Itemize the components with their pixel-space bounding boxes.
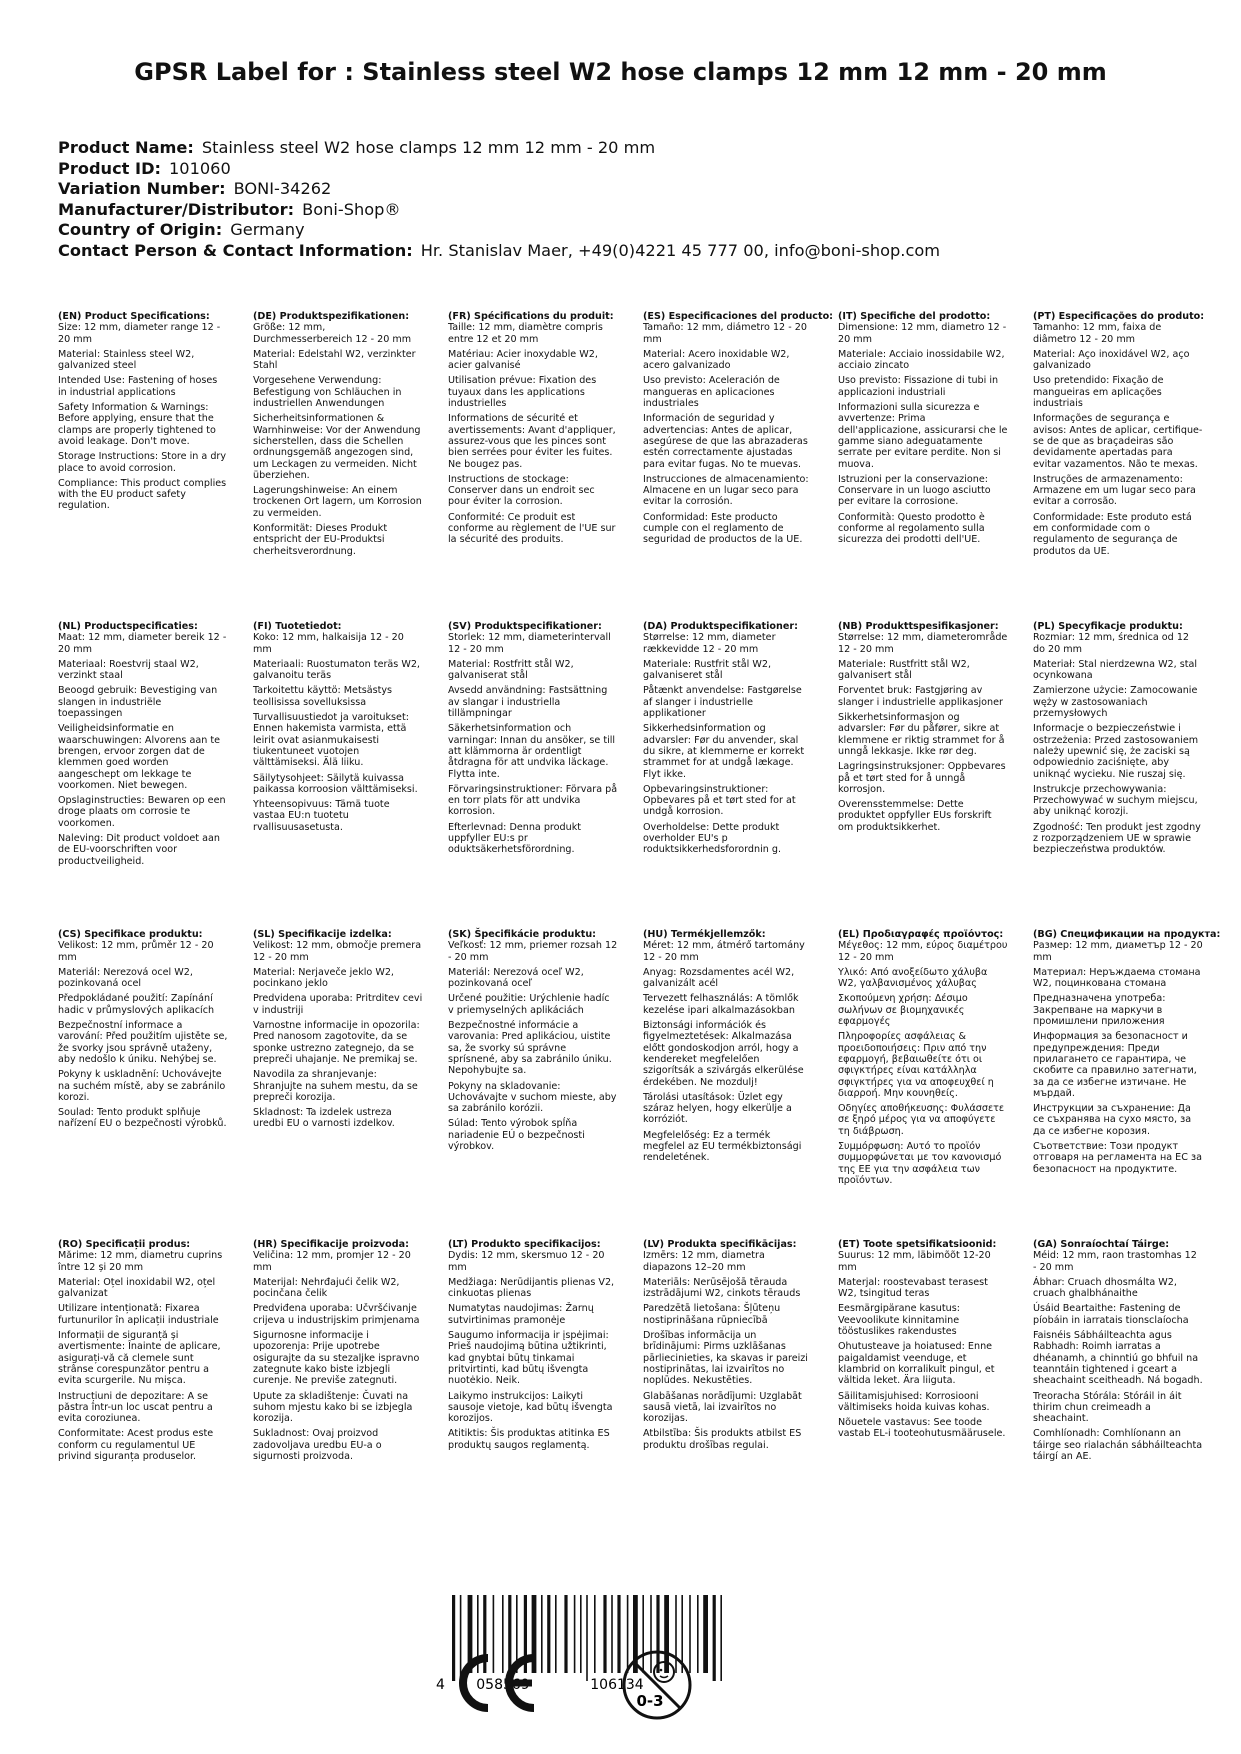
spec-heading: (BG) Спецификации на продукта: [1033, 929, 1221, 940]
spec-line: Materiaali: Ruostumaton teräs W2, galvanoitu teräs [253, 658, 420, 682]
spec-line: Eesmärgipärane kasutus: Veevoolikute kinnitamine tööstuslikes rakendustes [838, 1303, 960, 1338]
spec-line: Conformité: Ce produit est conforme au règlement de l'UE sur la sécurité des produits. [448, 511, 616, 546]
page-title: GPSR Label for : Stainless steel W2 hose clamps 12 mm 12 mm - 20 mm [134, 58, 1107, 86]
spec-heading: (NB) Produkttspesifikasjoner: [838, 621, 999, 632]
spec-heading: (ET) Toote spetsifikatsioonid: [838, 1239, 997, 1250]
spec-block-de [253, 311, 448, 561]
spec-line: Veľkosť: 12 mm, priemer rozsah 12 - 20 mm [448, 940, 618, 963]
spec-line: Οδηγίες αποθήκευσης: Φυλάσσετε σε ξηρό μέρος για να αποφύγετε τη διάβρωση. [838, 1103, 1005, 1137]
spec-line: Uso previsto: Fissazione di tubi in applicazioni industriali [838, 375, 999, 398]
ce-mark-icon [450, 1652, 540, 1714]
spec-line: Atitiktis: Šis produktas atitinka ES produktų saugos reglamentą. [448, 1428, 610, 1451]
spec-line: Предназначена употреба: Закрепване на маркучи в промишлени приложения [1033, 993, 1166, 1028]
spec-block-et [838, 1239, 1033, 1466]
spec-line: Méret: 12 mm, átmérő tartomány 12 - 20 mm [643, 940, 805, 963]
age-warning-label: 0-3 [636, 1692, 664, 1710]
spec-line: Opslaginstructies: Bewaren op een droge plaats om corrosie te voorkomen. [58, 795, 226, 829]
spec-heading: (HR) Specifikacije proizvoda: [253, 1239, 409, 1250]
spec-line: Materiale: Rustfritt stål W2, galvanisert stål [838, 658, 970, 682]
spec-line: Sikkerhetsinformasjon og advarsler: Før du påfører, sikre at klemmene er riktig strammet for å unngå lekkasje. Ikke rør deg. [838, 712, 1005, 757]
barcode-bar [586, 1595, 588, 1681]
spec-line: Lagringsinstruksjoner: Oppbevares på et tørt sted for å unngå korrosjon. [838, 761, 1006, 795]
spec-line: Conformitate: Acest produs este conform cu regulamentul UE privind siguranța produselor. [58, 1428, 214, 1463]
spec-heading: (DE) Produktspezifikationen: [253, 311, 410, 322]
spec-line: Navodila za shranjevanje: Shranjujte na suhem mestu, da se prepreči korozija. [253, 1069, 418, 1103]
spec-line: Größe: 12 mm, Durchmesserbereich 12 - 20 mm [253, 322, 412, 345]
spec-line: Taille: 12 mm, diamètre compris entre 12 et 20 mm [448, 322, 603, 345]
spec-block-lv [643, 1239, 838, 1466]
spec-row [58, 621, 1228, 871]
spec-line: Ohutusteave ja hoiatused: Enne paigaldamist veenduge, et klambrid on korralikult pingul, et vältida leket. Ära liiguta. [838, 1341, 995, 1387]
spec-line: Tervezett felhasználás: A tömlők kezelése ipari alkalmazásokban [643, 993, 799, 1016]
spec-line: Treoracha Stórála: Stóráil in áit thirim chun creimeadh a sheachaint. [1033, 1390, 1182, 1425]
spec-line: Förvaringsinstruktioner: Förvara på en torr plats för att undvika korrosion. [448, 783, 618, 818]
product-info [58, 138, 1198, 261]
spec-line: Bezpečnostné informácie a varovania: Pred aplikáciou, uistite sa, že svorky sú správne sprísnené, aby sa zabránilo úniku. Nepohybujte sa. [448, 1020, 612, 1077]
spec-line: Súlad: Tento výrobok spĺňa nariadenie EÚ o bezpečnosti výrobkov. [448, 1118, 585, 1153]
info-value: 101060 [168, 158, 231, 178]
spec-heading: (DA) Produktspecifikationer: [643, 621, 798, 632]
manufacturer-row [58, 200, 1198, 221]
spec-line: Tamaño: 12 mm, diámetro 12 - 20 mm [643, 322, 807, 345]
spec-row [58, 311, 1228, 561]
spec-line: Určené použitie: Urýchlenie hadíc v priemyselných aplikáciách [448, 993, 610, 1016]
spec-heading: (GA) Sonraíochtaí Táirge: [1033, 1239, 1170, 1250]
spec-block-nb [838, 621, 1033, 871]
spec-block-bg [1033, 929, 1228, 1190]
barcode-right-group: 106134 [590, 1677, 644, 1693]
spec-line: Předpokládané použití: Zapínání hadic v průmyslových aplikacích [58, 993, 215, 1016]
spec-line: Material: Acero inoxidable W2, acero galvanizado [643, 348, 790, 372]
spec-line: Μέγεθος: 12 mm, εύρος διαμέτρου 12 - 20 mm [838, 940, 1008, 963]
spec-line: Instruções de armazenamento: Armazene em um lugar seco para evitar a corrosão. [1033, 473, 1196, 508]
spec-line: Overensstemmelse: Dette produktet oppfyller EUs forskrift om produktsikkerhet. [838, 799, 992, 833]
age-warning-icon [620, 1648, 694, 1722]
spec-line: Turvallisuustiedot ja varoitukset: Ennen hakemista varmista, että leirit ovat asianmukaisesti tiukentuneet vuotojen välttämiseksi. Älä liiku. [253, 712, 409, 769]
spec-line: Sigurnosne informacije i upozorenja: Prije upotrebe osigurajte da su stezaljke ispravno zategnute kako biste izbjegli curenje. Ne previše zategnuti. [253, 1330, 420, 1387]
spec-line: Veličina: 12 mm, promjer 12 - 20 mm [253, 1250, 411, 1273]
spec-line: Drošības informācija un brīdinājumi: Pirms uzklāšanas pārliecinieties, ka skavas ir pareizi nostiprinātas, lai izvairītos no noplūdes. Nekustēties. [643, 1330, 808, 1387]
spec-line: Размер: 12 mm, диаметър 12 - 20 mm [1033, 940, 1203, 963]
spec-line: Informații de siguranță și avertismente: Înainte de aplicare, asigurați-vă că clemele sunt strânse corespunzător pentru a evita scurgerile. Nu mișca. [58, 1330, 221, 1387]
spec-block-hr [253, 1239, 448, 1466]
spec-line: Tárolási utasítások: Üzlet egy száraz helyen, hogy elkerülje a korróziót. [643, 1091, 792, 1126]
spec-line: Material: Stainless steel W2, galvanized steel [58, 348, 195, 372]
spec-block-ga [1033, 1239, 1228, 1466]
spec-heading: (SV) Produktspecifikationer: [448, 621, 602, 632]
spec-heading: (PL) Specyfikacje produktu: [1033, 621, 1183, 632]
barcode-bar [611, 1595, 613, 1673]
spec-heading: (PT) Especificações do produto: [1033, 311, 1205, 322]
spec-block-fi [253, 621, 448, 871]
spec-heading: (EL) Προδιαγραφές προϊόντος: [838, 929, 1004, 940]
spec-line: Instrucțiuni de depozitare: A se păstra într-un loc uscat pentru a evita coroziunea. [58, 1390, 213, 1425]
spec-heading: (IT) Specifiche del prodotto: [838, 311, 991, 322]
spec-line: Opbevaringsinstruktioner: Opbevares på et tørt sted for at undgå korrosion. [643, 783, 796, 818]
barcode-bar [555, 1595, 557, 1673]
spec-line: Material: Nerjaveče jeklo W2, pocinkano jeklo [253, 966, 394, 990]
spec-line: Safety Information & Warnings: Before applying, ensure that the clamps are properly tightened to avoid leakage. Don't move. [58, 402, 216, 447]
spec-line: Utilisation prévue: Fixation des tuyaux dans les applications industrielles [448, 375, 597, 410]
spec-line: Zamierzone użycie: Zamocowanie węży w zastosowaniach przemysłowych [1033, 685, 1198, 720]
spec-line: Instrukcje przechowywania: Przechowywać w suchym miejscu, aby uniknąć korozji. [1033, 783, 1198, 818]
barcode-bar [594, 1595, 596, 1673]
spec-line: Säkerhetsinformation och varningar: Innan du ansöker, se till att klämmorna är ordentligt åtdragna för att undvika läckage. Flytta inte. [448, 723, 616, 780]
spec-line: Varnostne informacije in opozorila: Pred nanosom zagotovite, da se sponke ustrezno zategnejo, da se prepreči uhajanje. Ne premikaj se. [253, 1020, 420, 1065]
spec-line: Saugumo informacija ir įspėjimai: Prieš naudojimą būtina užtikrinti, kad gnybtai būtų tinkamai pritvirtinti, kad būtų išvengta nuotėkio. Neik. [448, 1330, 609, 1387]
spec-line: Efterlevnad: Denna produkt uppfyller EU:s pr oduktsäkerhetsförordning. [448, 821, 582, 856]
spec-line: Storlek: 12 mm, diameterintervall 12 - 20 mm [448, 632, 611, 655]
spec-line: Predviđena uporaba: Učvršćivanje crijeva u industrijskim primjenama [253, 1303, 420, 1326]
spec-line: Megfelelőség: Ez a termék megfelel az EU termékbiztonsági rendeletének. [643, 1129, 802, 1164]
spec-line: Materiaal: Roestvrij staal W2, verzinkt staal [58, 658, 199, 682]
spec-line: Информация за безопасност и предупреждения: Преди прилагането се гарантира, че скобите са правилно затегнати, за да се избегне изтичане. Не мърдай. [1033, 1031, 1197, 1099]
spec-line: Koko: 12 mm, halkaisija 12 - 20 mm [253, 632, 404, 655]
country-row [58, 220, 1198, 241]
spec-line: Upute za skladištenje: Čuvati na suhom mjestu kako bi se izbjegla korozija. [253, 1390, 413, 1425]
spec-line: Zgodność: Ten produkt jest zgodny z rozporządzeniem UE w sprawie bezpieczeństwa produktów. [1033, 821, 1201, 856]
contact-row [58, 241, 1198, 262]
spec-line: Izmērs: 12 mm, diametra diapazons 12–20 mm [643, 1250, 765, 1273]
spec-line: Overholdelse: Dette produkt overholder EU's p roduktsikkerhedsforordnin g. [643, 821, 782, 856]
spec-line: Materijal: Nehrđajući čelik W2, pocinčana čelik [253, 1276, 400, 1300]
barcode-bar [603, 1595, 606, 1673]
barcode-bar [547, 1595, 550, 1673]
spec-line: Conformidade: Este produto está em conformidade com o regulamento de segurança de produtos da UE. [1033, 511, 1192, 557]
spec-line: Sukladnost: Ovaj proizvod zadovoljava uredbu EU-a o sigurnosti proizvoda. [253, 1428, 382, 1463]
spec-heading: (EN) Product Specifications: [58, 311, 210, 322]
spec-line: Material: Oțel inoxidabil W2, oțel galvanizat [58, 1276, 216, 1300]
barcode-left-group: 058569 [476, 1677, 530, 1693]
spec-line: Forventet bruk: Fastgjøring av slanger i industrielle applikasjoner [838, 685, 1003, 708]
info-value: Boni-Shop® [302, 199, 401, 219]
spec-line: Yhteensopivuus: Tämä tuote vastaa EU:n tuotetu rvallisuusasetusta. [253, 799, 390, 833]
spec-line: Predvidena uporaba: Pritrditev cevi v industriji [253, 993, 423, 1016]
spec-heading: (SL) Specifikacije izdelka: [253, 929, 392, 940]
spec-line: Nõuetele vastavus: See toode vastab EL-i tooteohutusmäärusele. [838, 1417, 1006, 1440]
spec-line: Numatytas naudojimas: Žarnų sutvirtinimas pramonėje [448, 1303, 594, 1326]
spec-line: Compliance: This product complies with the EU product safety regulation. [58, 477, 227, 512]
spec-line: Mărime: 12 mm, diametru cuprins între 12 și 20 mm [58, 1250, 223, 1273]
spec-heading: (CS) Specifikace produktu: [58, 929, 203, 940]
spec-line: Materjal: roostevabast terasest W2, tsingitud teras [838, 1276, 988, 1300]
spec-line: Beoogd gebruik: Bevestiging van slangen in industriële toepassingen [58, 685, 218, 720]
info-value: Hr. Stanislav Maer, +49(0)4221 45 777 00, info@boni-shop.com [420, 240, 941, 260]
spec-line: Informações de segurança e avisos: Antes de aplicar, certifique-se de que as braçadeiras são devidamente apertadas para evitar vazamentos. Não te mexas. [1033, 413, 1203, 470]
spec-line: Veiligheidsinformatie en waarschuwingen: Alvorens aan te brengen, ervoor zorgen dat de klemmen goed worden aangeschept om lekkage te voorkomen. Niet bewegen. [58, 723, 221, 791]
barcode-bar [713, 1595, 716, 1681]
spec-line: Avsedd användning: Fastsättning av slangar i industriella tillämpningar [448, 685, 608, 720]
spec-block-sv [448, 621, 643, 871]
spec-line: Størrelse: 12 mm, diameterområde 12 - 20 mm [838, 632, 1008, 655]
spec-line: Comhlíonadh: Comhlíonann an táirge seo rialachán sábháilteachta táirgí an AE. [1033, 1428, 1203, 1463]
barcode-bar [697, 1595, 699, 1673]
spec-block-fr [448, 311, 643, 561]
spec-line: Uso previsto: Aceleración de mangueras en aplicaciones industriales [643, 375, 780, 410]
spec-line: Tamanho: 12 mm, faixa de diâmetro 12 - 20 mm [1033, 322, 1162, 345]
spec-line: Conformità: Questo prodotto è conforme al regolamento sulla sicurezza dei prodotti dell'UE. [838, 511, 985, 546]
spec-line: Laikymo instrukcijos: Laikyti sausoje vietoje, kad būtų išvengta korozijos. [448, 1390, 613, 1425]
spec-block-es [643, 311, 838, 561]
spec-line: Rozmiar: 12 mm, średnica od 12 do 20 mm [1033, 632, 1190, 655]
info-label: Country of Origin: [58, 220, 223, 239]
spec-line: Materiale: Acciaio inossidabile W2, acciaio zincato [838, 348, 1005, 372]
spec-block-nl [58, 621, 253, 871]
spec-line: Suurus: 12 mm, läbimõõt 12-20 mm [838, 1250, 991, 1273]
spec-line: Ábhar: Cruach dhosmálta W2, cruach ghalbhánaithe [1033, 1276, 1177, 1300]
spec-block-ro [58, 1239, 253, 1466]
spec-line: Paredzētā lietošana: Šļūteņu nostiprināšana rūpniecībā [643, 1303, 781, 1326]
spec-block-el [838, 929, 1033, 1190]
barcode-bar [720, 1595, 722, 1681]
spec-block-hu [643, 929, 838, 1190]
spec-line: Informacje o bezpieczeństwie i ostrzeżenia: Przed zastosowaniem należy upewnić się, że zaciski są odpowiednio zaciśnięte, aby uniknąć wycieku. Nie ruszaj się. [1033, 723, 1199, 780]
spec-heading: (FI) Tuotetiedot: [253, 621, 342, 632]
spec-line: Materiał: Stal nierdzewna W2, stal ocynkowana [1033, 658, 1198, 682]
spec-line: Información de seguridad y advertencias: Antes de aplicar, asegúrese de que las abrazaderas estén correctamente ajustadas para evitar fugas. No te muevas. [643, 413, 808, 470]
spec-line: Størrelse: 12 mm, diameter rækkevidde 12 - 20 mm [643, 632, 776, 655]
spec-line: Dydis: 12 mm, skersmuo 12 - 20 mm [448, 1250, 605, 1273]
spec-line: Medžiaga: Nerūdijantis plienas V2, cinkuotas plienas [448, 1276, 615, 1300]
spec-line: Lagerungshinweise: An einem trockenen Ort lagern, um Korrosion zu vermeiden. [253, 485, 422, 519]
barcode-bar [580, 1595, 582, 1673]
spec-line: Materiāls: Nerūsējošā tērauda izstrādājumi W2, cinkots tērauds [643, 1276, 801, 1300]
spec-line: Size: 12 mm, diameter range 12 - 20 mm [58, 322, 221, 345]
spec-line: Anyag: Rozsdamentes acél W2, galvanizált acél [643, 966, 795, 990]
spec-block-sk [448, 929, 643, 1190]
spec-line: Conformidad: Este producto cumple con el reglamento de seguridad de productos de la UE. [643, 511, 803, 546]
spec-line: Инструкции за съхранение: Да се съхранява на сухо място, за да се избегне корозия. [1033, 1103, 1192, 1137]
spec-row [58, 1239, 1228, 1466]
info-label: Product Name: [58, 138, 194, 157]
info-value: Stainless steel W2 hose clamps 12 mm 12 mm - 20 mm [201, 138, 656, 157]
spec-line: Glabāšanas norādījumi: Uzglabāt sausā vietā, lai izvairītos no korozijas. [643, 1390, 802, 1425]
spec-heading: (SK) Špecifikácie produktu: [448, 929, 597, 940]
info-label: Product ID: [58, 158, 161, 178]
spec-line: Съответствие: Този продукт отговаря на регламента на ЕС за безопасност на продуктите. [1033, 1141, 1202, 1175]
spec-heading: (LT) Produkto specifikacijos: [448, 1239, 601, 1250]
spec-line: Material: Aço inoxidável W2, aço galvanizado [1033, 348, 1190, 372]
spec-line: Informazioni sulla sicurezza e avvertenze: Prima dell'applicazione, assicurarsi che le gamme siano adeguatamente serrate per evitare perdite. Non si muova. [838, 402, 1008, 470]
spec-line: Maat: 12 mm, diameter bereik 12 - 20 mm [58, 632, 227, 655]
info-value: Germany [230, 220, 305, 239]
info-label: Contact Person & Contact Information: [58, 240, 413, 260]
spec-line: Úsáid Beartaithe: Fastening de píobáin in iarratais tionsclaíocha [1033, 1303, 1189, 1326]
spec-line: Istruzioni per la conservazione: Conservare in un luogo asciutto per evitare la corrosione. [838, 473, 991, 508]
spec-line: Faisnéis Sábháilteachta agus Rabhadh: Roimh iarratas a dhéanamh, a chinntiú go bhfuil na teanntáin tightened i gceart a sheachaint sceitheadh. Ná bogadh. [1033, 1330, 1203, 1387]
spec-block-pl [1033, 621, 1228, 871]
barcode-bar [541, 1595, 543, 1673]
spec-line: Soulad: Tento produkt splňuje nařízení EU o bezpečnosti výrobků. [58, 1107, 227, 1130]
spec-line: Instructions de stockage: Conserver dans un endroit sec pour éviter la corrosion. [448, 473, 595, 508]
info-label: Manufacturer/Distributor: [58, 199, 295, 219]
spec-line: Atbilstība: Šis produkts atbilst ES produktu drošības regulai. [643, 1428, 802, 1451]
spec-block-lt [448, 1239, 643, 1466]
spec-line: Méid: 12 mm, raon trastomhas 12 - 20 mm [1033, 1250, 1197, 1273]
spec-line: Sikkerhedsinformation og advarsler: Før du anvender, skal du sikre, at klemmerne er korrekt strammet for at undgå lækage. Flyt ikke. [643, 723, 805, 780]
spec-line: Biztonsági információk és figyelmeztetések: Alkalmazása előtt gondoskodjon arról, hogy a kendereket megfelelően szigorítsák a szivárgás elkerülése érdekében. Ne mozdulj! [643, 1020, 804, 1088]
spec-line: Bezpečnostní informace a varování: Před použitím ujistěte se, že svorky jsou správně utaženy, aby nedošlo k úniku. Nehýbej se. [58, 1020, 228, 1065]
spec-line: Materiál: Nerezová ocel W2, pozinkovaná ocel [58, 966, 193, 990]
spec-line: Instrucciones de almacenamiento: Almacene en un lugar seco para evitar la corrosión. [643, 473, 809, 508]
spec-line: Naleving: Dit product voldoet aan de EU-voorschriften voor productveiligheid. [58, 833, 220, 867]
spec-block-da [643, 621, 838, 871]
spec-line: Velikost: 12 mm, območje premera 12 - 20 mm [253, 940, 422, 963]
spec-heading: (NL) Productspecificaties: [58, 621, 198, 632]
barcode-bar [703, 1595, 708, 1673]
spec-line: Informations de sécurité et avertissements: Avant d'appliquer, assurez-vous que les pinces sont bien serrées pour éviter les fuites. Ne bougez pas. [448, 413, 616, 470]
info-value: BONI-34262 [233, 179, 332, 198]
spec-line: Storage Instructions: Store in a dry place to avoid corrosion. [58, 451, 227, 474]
spec-line: Материал: Неръждаема стомана W2, поцинкована стомана [1033, 966, 1201, 990]
spec-line: Σκοπούμενη χρήση: Δέσιμο σωλήνων σε βιομηχανικές εφαρμογές [838, 993, 968, 1028]
product-name-row [58, 138, 1198, 159]
spec-line: Påtænkt anvendelse: Fastgørelse af slanger i industrielle applikationer [643, 685, 802, 720]
spec-line: Säilytysohjeet: Säilytä kuivassa paikassa korroosion välttämiseksi. [253, 772, 418, 795]
spec-row [58, 929, 1228, 1190]
spec-line: Skladnost: Ta izdelek ustreza uredbi EU o varnosti izdelkov. [253, 1107, 395, 1130]
spec-line: Materiál: Nerezová oceľ W2, pozinkovaná oceľ [448, 966, 584, 990]
spec-line: Material: Edelstahl W2, verzinkter Stahl [253, 348, 416, 372]
spec-heading: (ES) Especificaciones del producto: [643, 311, 834, 322]
spec-line: Πληροφορίες ασφάλειας & προειδοποιήσεις: Πριν από την εφαρμογή, βεβαιωθείτε ότι οι σφιγκτήρες είναι κατάλληλα σφιγκτήρες για να αποφευχθεί η διαρροή. Μην κουνηθείς. [838, 1031, 994, 1099]
spec-line: Utilizare intenționată: Fixarea furtunurilor în aplicații industriale [58, 1303, 219, 1326]
spec-line: Υλικό: Από ανοξείδωτο χάλυβα W2, γαλβανισμένος χάλυβας [838, 966, 988, 990]
spec-block-it [838, 311, 1033, 561]
spec-line: Velikost: 12 mm, průměr 12 - 20 mm [58, 940, 214, 963]
variation-number-row [58, 179, 1198, 200]
spec-line: Pokyny k uskladnění: Uchovávejte na suchém místě, aby se zabránilo korozi. [58, 1069, 226, 1103]
spec-heading: (RO) Specificații produs: [58, 1239, 191, 1250]
spec-line: Material: Rostfritt stål W2, galvaniserat stål [448, 658, 574, 682]
spec-line: Sicherheitsinformationen & Warnhinweise: Vor der Anwendung sicherstellen, dass die Schellen ordnungsgemäß angezogen sind, um Leckagen zu vermeiden. Nicht überziehen. [253, 413, 421, 481]
spec-line: Tarkoitettu käyttö: Metsästys teollisissa sovelluksissa [253, 685, 393, 708]
spec-line: Pokyny na skladovanie: Uchovávajte v suchom mieste, aby sa zabránilo korózii. [448, 1080, 617, 1115]
spec-line: Säilitamisjuhised: Korrosiooni vältimiseks hoida kuivas kohas. [838, 1390, 990, 1413]
info-label: Variation Number: [58, 179, 226, 198]
spec-line: Vorgesehene Verwendung: Befestigung von Schläuchen in industriellen Anwendungen [253, 375, 402, 410]
spec-line: Matériau: Acier inoxydable W2, acier galvanisé [448, 348, 598, 372]
spec-block-cs [58, 929, 253, 1190]
spec-line: Materiale: Rustfrit stål W2, galvaniseret stål [643, 658, 772, 682]
spec-heading: (LV) Produkta specifikācijas: [643, 1239, 797, 1250]
spec-heading: (FR) Spécifications du produit: [448, 311, 614, 322]
spec-line: Συμμόρφωση: Αυτό το προϊόν συμμορφώνεται με τον κανονισμό της ΕΕ για την ασφάλεια των προϊόντων. [838, 1141, 1002, 1186]
spec-block-sl [253, 929, 448, 1190]
barcode-bar [564, 1595, 567, 1673]
spec-heading: (HU) Termékjellemzők: [643, 929, 766, 940]
spec-block-pt [1033, 311, 1228, 561]
spec-line: Konformität: Dieses Produkt entspricht der EU-Produktsi cherheitsverordnung. [253, 523, 388, 557]
spec-line: Intended Use: Fastening of hoses in industrial applications [58, 375, 218, 398]
product-id-row [58, 159, 1198, 180]
barcode-first-digit: 4 [436, 1677, 445, 1693]
spec-block-en [58, 311, 253, 561]
spec-line: Uso pretendido: Fixação de mangueiras em aplicações industriais [1033, 375, 1164, 410]
spec-line: Dimensione: 12 mm, diametro 12 - 20 mm [838, 322, 1007, 345]
barcode-bar [574, 1595, 576, 1673]
